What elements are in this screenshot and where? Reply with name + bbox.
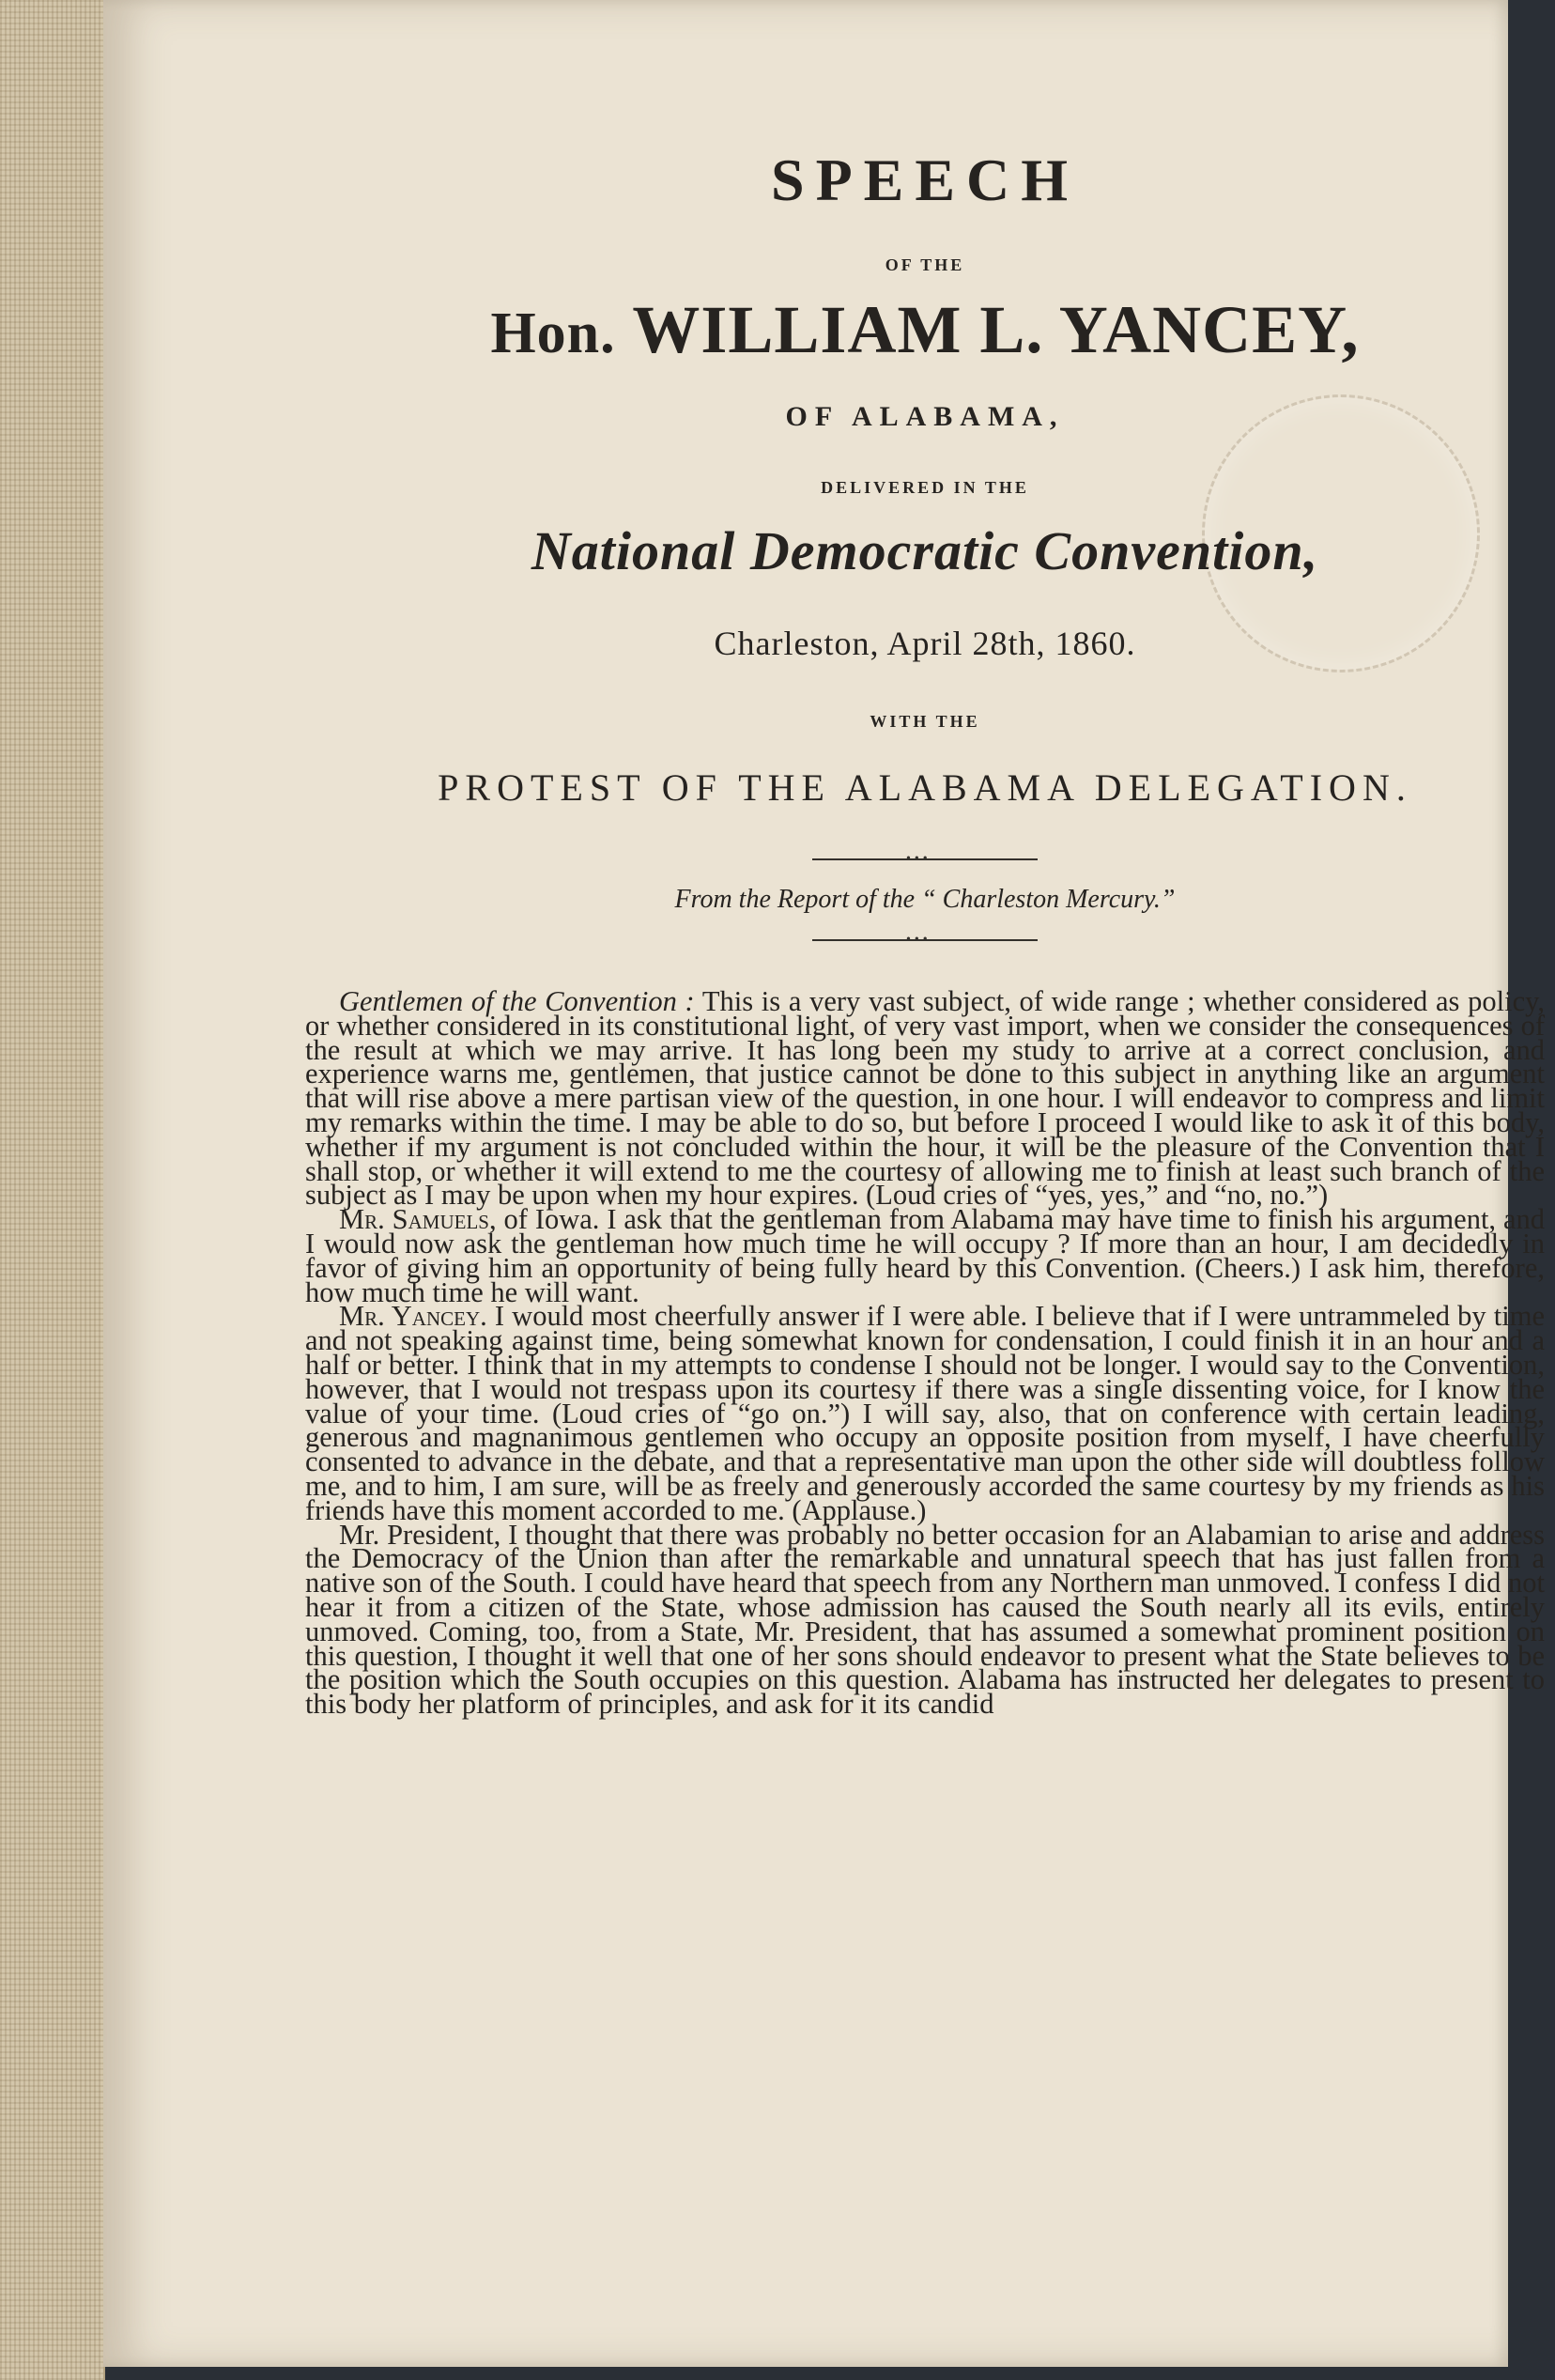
divider-bottom: ••• bbox=[812, 935, 1038, 945]
document-page bbox=[103, 0, 1546, 2367]
paragraph: Mr. Yancey. I would most cheerfully answer if I were able. I believe that if I were untrammeled by time and not speaking against time, being somewhat known for condensation, I could finish it in an hour and a half or better. I think that in my attempts to condense I should not be longer. I would say to the Convention, however, that I would not trespass upon its courtesy if there was a single dissenting voice, for I know the value of your time. (Loud cries of “go on.”) I will say, also, that on conference with certain leading, generous and magnanimous gentlemen who occupy an opposite position from myself, I have cheerfully consented to advance in the debate, and that a representative man upon the other side will doubtless follow me, and to him, I am sure, will be as freely and generously accorded the same courtesy by my friends as his friends have this moment accorded to me. (Applause.) bbox=[305, 1300, 1546, 1526]
speaker-line bbox=[305, 292, 1545, 367]
paragraph: Gentlemen of the Convention : This is a very vast subject, of wide range ; whether considered as policy, or whether considered in its constitutional light, of very vast import, when we consider the consequences of the result at which we may arrive. It has long been my study to arrive at a correct conclusion, and experience warns me, gentlemen, that justice cannot be done to this subject in anything like an argument that will rise above a mere partisan view of the question, in one hour. I will endeavor to compress and limit my remarks within the time. I may be able to do so, but before I proceed I would like to ask it of this body, whether if my argument is not concluded within the hour, it will be the pleasure of the Convention that I shall stop, or whether it will extend to me the courtesy of allowing me to finish at least such branch of the subject as I may be upon when my hour expires. (Loud cries of “yes, yes,” and “no, no.”) bbox=[305, 985, 1545, 1212]
divider-top: ••• bbox=[812, 855, 1038, 864]
speech-body bbox=[305, 985, 1546, 1721]
speaker-name: WILLIAM L. YANCEY, bbox=[632, 292, 1360, 367]
with-the-label: WITH THE bbox=[870, 712, 980, 731]
speaker-state: OF ALABAMA, bbox=[785, 401, 1065, 432]
delivered-label: DELIVERED IN THE bbox=[821, 478, 1029, 497]
salutation: Gentlemen of the Convention : bbox=[339, 985, 695, 1017]
book-binding bbox=[0, 0, 105, 2380]
speaker-tag: Mr. Samuels, bbox=[339, 1203, 497, 1236]
speaker-tag: Mr. Yancey. bbox=[339, 1300, 487, 1333]
convention-name: National Democratic Convention, bbox=[531, 520, 1319, 581]
page-content bbox=[305, 147, 1546, 1721]
paragraph: Mr. President, I thought that there was probably no better occasion for an Alabamian to arise and address the Democracy of the Union than after the remarkable and unnatural speech that has just fallen from a native son of the South. I could have heard that speech from any Northern man unmoved. I confess I did not hear it from a citizen of the State, whose admission has caused the South nearly all its evils, entirely unmoved. Coming, too, from a State, Mr. President, that has assumed a somewhat prominent position on this question, I thought it well that one of her sons should endeavor to present what the State believes to be the position which the South occupies on this question. Alabama has instructed her delegates to present to this body her platform of principles, and ask for it its candid bbox=[305, 1518, 1545, 1721]
protest-heading: PROTEST OF THE ALABAMA DELEGATION. bbox=[438, 766, 1412, 809]
honorific: Hon. bbox=[490, 301, 616, 365]
place-date: Charleston, April 28th, 1860. bbox=[714, 625, 1136, 662]
of-the-label: OF THE bbox=[885, 255, 965, 274]
document-title: SPEECH bbox=[770, 147, 1080, 213]
paragraph: Mr. Samuels, of Iowa. I ask that the gentleman from Alabama may have time to finish his argument, and I would now ask the gentleman how much time he will occupy ? If more than an hour, I am decidedly in favor of giving him an opportunity of being fully heard by this Convention. (Cheers.) I ask him, therefore, how much time he will want. bbox=[305, 1203, 1545, 1308]
report-source: From the Report of the “ Charleston Mercury.” bbox=[674, 885, 1176, 914]
